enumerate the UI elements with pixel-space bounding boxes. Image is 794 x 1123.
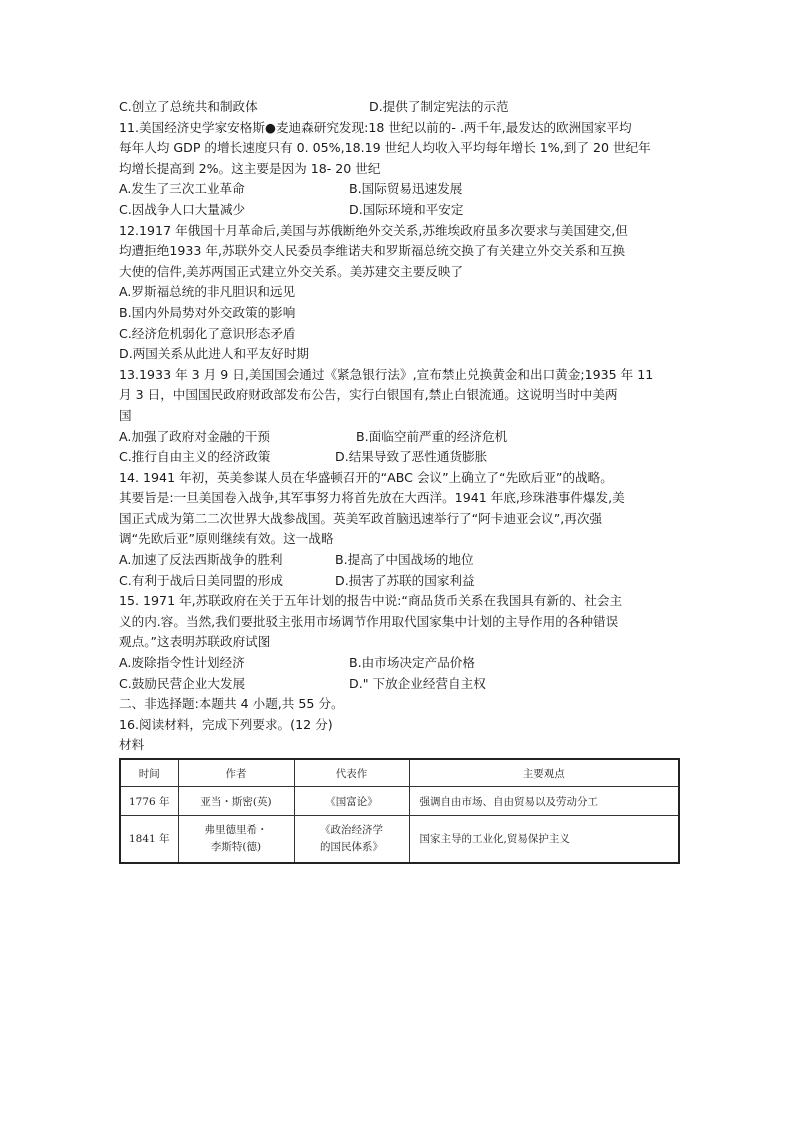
table-cell-work: [294, 816, 409, 864]
q16-table-wrap: [119, 758, 679, 864]
question-13: [119, 365, 679, 468]
q14-stem-line: 调“先欧后亚”原则继续有效。这一战略: [119, 531, 334, 547]
q10-options-row: [119, 97, 679, 118]
author-line: 李斯特(德): [210, 841, 262, 853]
q15-options-row: [119, 674, 679, 695]
q11-options-row: [119, 179, 679, 200]
table-cell-view: 强调自由市场、自由贸易以及劳动分工: [409, 787, 679, 816]
question-15: [119, 591, 679, 694]
q11-option-c: C.因战争人口大量减少: [119, 201, 246, 217]
author-line: 弗里德里希・: [204, 824, 268, 836]
table-header-author: 作者: [178, 759, 294, 787]
q13-options-row: [119, 427, 679, 448]
q15-stem-line: 15. 1971 年,苏联政府在关于五年计划的报告中说:“商品货币关系在我国具有新的、社会主: [119, 593, 623, 609]
q11-option-d: D.国际环境和平安定: [349, 201, 464, 217]
q16-material-label: 材料: [119, 737, 145, 753]
q12-option-d: D.两国关系从此进人和平友好时期: [119, 346, 310, 362]
q12-option-c: C.经济危机弱化了意识形态矛盾: [119, 325, 296, 341]
q14-options-row: [119, 571, 679, 592]
q12-option-a: A.罗斯福总统的非凡胆识和远见: [119, 284, 296, 300]
table-cell-time: 1841 年: [120, 816, 178, 864]
q15-option-c: C.鼓励民营企业大发展: [119, 675, 246, 691]
q11-stem-line: 均增长提高到 2%。这主要是因为 18- 20 世纪: [119, 160, 381, 176]
q15-options-row: [119, 653, 679, 674]
q11-option-b: B.国际贸易迅速发展: [349, 181, 463, 197]
q12-option-b: B.国内外局势对外交政策的影响: [119, 304, 296, 320]
q14-option-b: B.提高了中国战场的地位: [335, 552, 474, 568]
q16-material-table: [119, 758, 680, 864]
q13-option-d: D.结果导致了恶性通货膨胀: [335, 449, 488, 465]
q15-stem-line: 义的内.容。当然,我们要批驳主张用市场调节作用取代国家集中计划的主导作用的各种错误: [119, 613, 619, 629]
q10-option-c: C.创立了总统共和制政体: [119, 99, 258, 114]
q13-stem-line: 13.1933 年 3 月 9 日,美国国会通过《紧急银行法》,宣布禁止兑换黄金和出口黄金;1935 年 11: [119, 366, 654, 382]
q14-stem-line: 其要旨是:一旦美国卷入战争,其军事努力将首先放在大西洋。1941 年底,珍珠港事件爆发,美: [119, 490, 625, 506]
q14-option-d: D.损害了苏联的国家利益: [335, 572, 475, 588]
question-16: [119, 715, 679, 864]
q11-stem-line: 11.美国经济史学家安格斯●麦迪森研究发现:18 世纪以前的- .两千年,最发达的欧洲国家平均: [119, 119, 632, 135]
q12-stem-line: 12.1917 年俄国十月革命后,美国与苏俄断绝外交关系,苏维埃政府虽多次要求与美国建交,但: [119, 222, 628, 238]
question-12: [119, 221, 679, 365]
q14-options-row: [119, 550, 679, 571]
q16-stem: 16.阅读材料，完成下列要求。(12 分): [119, 716, 333, 732]
q13-stem-line: 国: [119, 407, 132, 423]
q15-option-a: A.废除指令性计划经济: [119, 655, 245, 671]
question-11: [119, 118, 679, 221]
q11-option-a: A.发生了三次工业革命: [119, 181, 245, 197]
q15-stem-line: 观点。”这表明苏联政府试图: [119, 634, 271, 650]
q14-option-c: C.有利于战后日美同盟的形成: [119, 572, 283, 588]
work-line: 的国民体系》: [320, 841, 383, 853]
q13-stem-line: 月 3 日，中国国民政府财政部发布公告，实行白银国有,禁止白银流通。这说明当时中美两: [119, 387, 618, 403]
q15-option-d: D." 下放企业经营自主权: [349, 675, 486, 691]
table-cell-view: 国家主导的工业化,贸易保护主义: [409, 816, 679, 864]
table-row: [120, 787, 679, 816]
table-cell-time: 1776 年: [120, 787, 178, 816]
question-14: [119, 468, 679, 592]
q13-options-row: [119, 447, 679, 468]
q15-option-b: B.由市场决定产品价格: [349, 655, 475, 671]
q14-option-a: A.加速了反法西斯战争的胜利: [119, 552, 283, 568]
q14-stem-line: 国正式成为第二二次世界大战参战国。英美军政首脑迅速举行了“阿卡迪亚会议”,再次强: [119, 510, 603, 526]
table-cell-work: 《国富论》: [294, 787, 409, 816]
q11-stem-line: 每年人均 GDP 的增长速度只有 0. 05%,18.19 世纪人均收入平均每年增长 1%,到了 20 世纪年: [119, 140, 651, 156]
table-row: [120, 816, 679, 864]
table-cell-author: 亚当・斯密(英): [178, 787, 294, 816]
q12-stem-line: 均遭拒绝1933 年,苏联外交人民委员李维诺夫和罗斯福总统交换了有关建立外交关系和互换: [119, 243, 626, 259]
table-header-row: [120, 759, 679, 787]
exam-content: [119, 97, 679, 864]
table-header-view: 主要观点: [409, 759, 679, 787]
q14-stem-line: 14. 1941 年初，英美参谋人员在华盛顿召开的“ABC 会议”上确立了“先欧后亚”的战略。: [119, 469, 613, 485]
table-header-time: 时间: [120, 759, 178, 787]
q13-option-b: B.面临空前严重的经济危机: [356, 428, 508, 444]
q10-option-d: D.提供了制定宪法的示范: [369, 99, 509, 114]
q13-option-c: C.推行自由主义的经济政策: [119, 449, 271, 465]
table-cell-author: [178, 816, 294, 864]
table-header-work: 代表作: [294, 759, 409, 787]
q12-stem-line: 大使的信件,美苏两国正式建立外交关系。美苏建交主要反映了: [119, 263, 464, 279]
q13-option-a: A.加强了政府对金融的干预: [119, 428, 270, 444]
work-line: 《政治经济学: [320, 824, 383, 836]
section-heading: 二、非选择题:本题共 4 小题,共 55 分。: [119, 696, 344, 712]
q11-options-row: [119, 200, 679, 221]
